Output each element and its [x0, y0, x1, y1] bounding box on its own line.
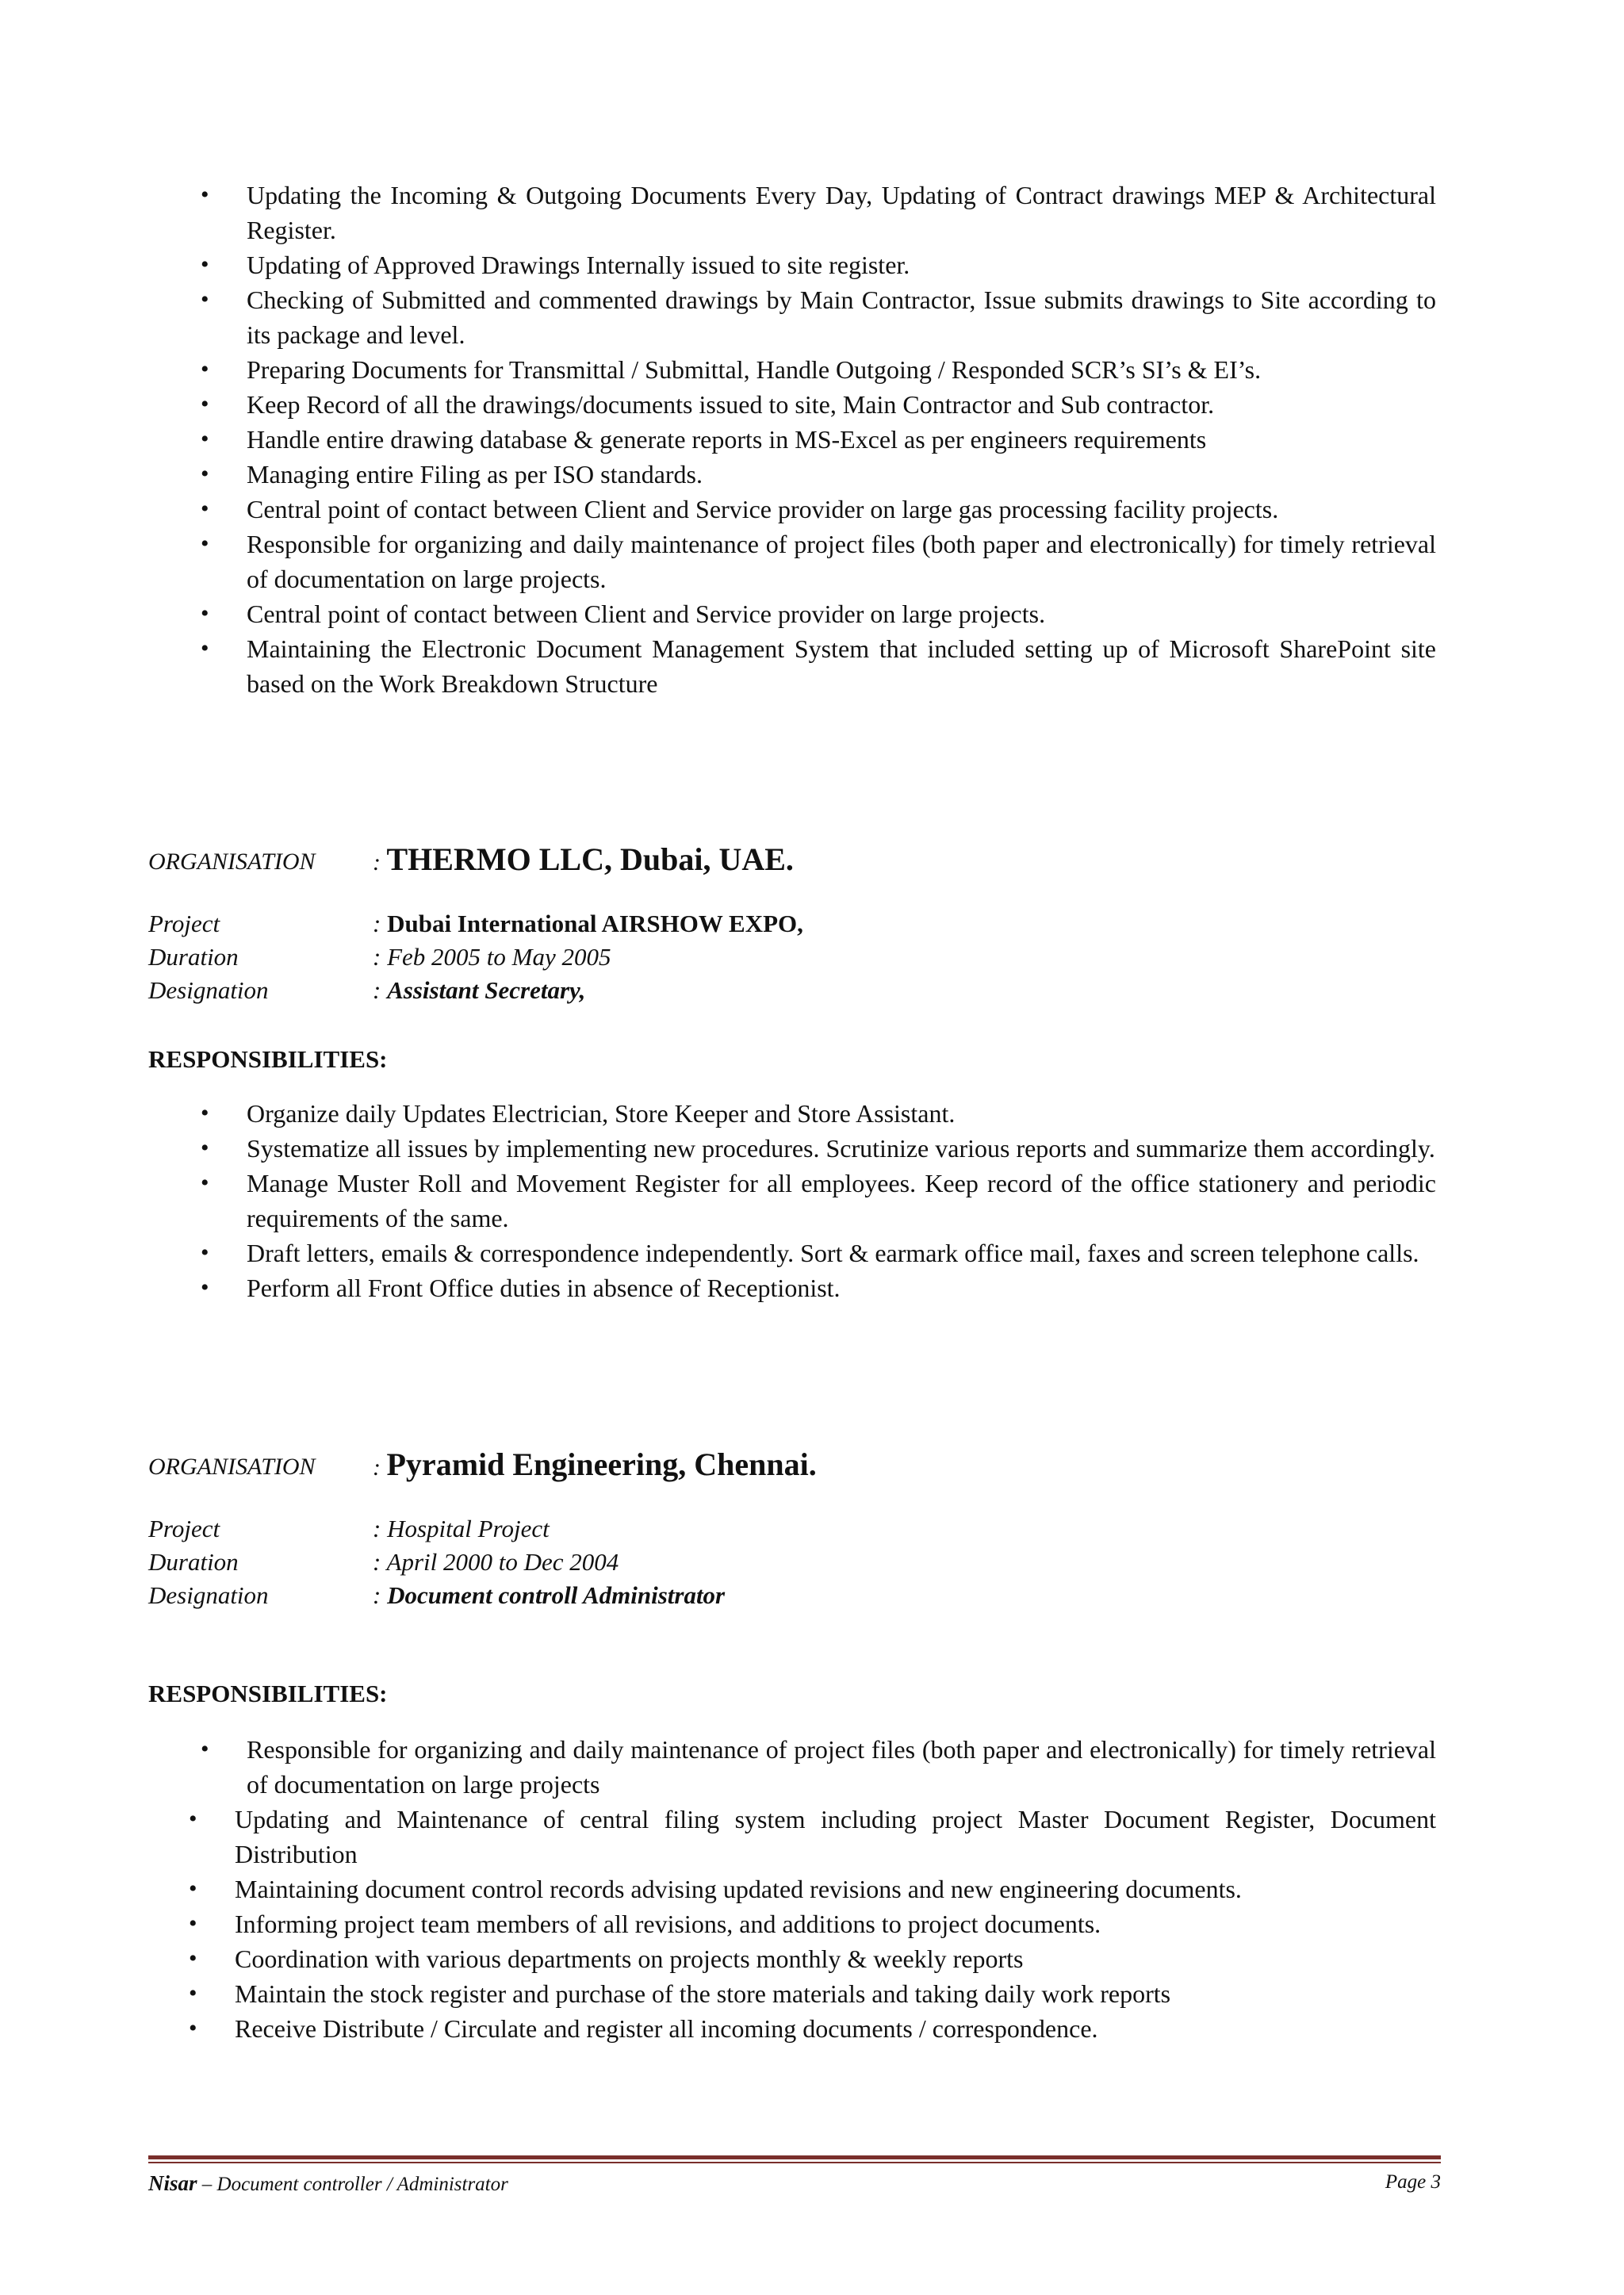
responsibilities-list-previous — [201, 178, 1436, 701]
duration-label: Duration — [148, 1548, 239, 1576]
bullet-icon: • — [201, 1100, 209, 1126]
list-item: • Organize daily Updates Electrician, Store Keeper and Store Assistant. — [247, 1096, 1436, 1131]
designation-value: : Document controll Administrator — [373, 1581, 726, 1609]
project-label: Project — [148, 910, 220, 937]
list-item: • Maintaining the Electronic Document Management System that included setting up of Microsoft SharePoint site based on the Work Breakdown Structure — [247, 631, 1436, 701]
list-item: • Central point of contact between Client and Service provider on large projects. — [247, 596, 1436, 631]
list-item: • Perform all Front Office duties in absence of Receptionist. — [247, 1270, 1436, 1305]
bullet-icon: • — [201, 286, 209, 312]
bullet-icon: • — [201, 356, 209, 382]
organisation-label: ORGANISATION — [148, 1454, 316, 1480]
bullet-icon: • — [201, 391, 209, 417]
project-value: : Dubai International AIRSHOW EXPO, — [373, 910, 803, 937]
designation-label: Designation — [148, 1581, 269, 1609]
footer-divider — [148, 2155, 1441, 2159]
bullet-icon: • — [201, 531, 209, 557]
organisation-name: Pyramid Engineering, Chennai. — [386, 1446, 817, 1482]
list-item: • Maintaining document control records advising updated revisions and new engineering documents. — [235, 1872, 1436, 1906]
bullet-icon: • — [201, 1736, 209, 1762]
list-item: • Maintain the stock register and purchase of the store materials and taking daily work reports — [235, 1976, 1436, 2011]
footer-name: Nisar — [148, 2171, 197, 2195]
list-item: • Updating the Incoming & Outgoing Documents Every Day, Updating of Contract drawings MEP & Architectural Register. — [247, 178, 1436, 247]
list-item: • Manage Muster Roll and Movement Register for all employees. Keep record of the office stationery and periodic requirements of the same. — [247, 1166, 1436, 1236]
project-value: : Hospital Project — [373, 1515, 550, 1542]
bullet-icon: • — [201, 1135, 209, 1161]
list-item: • Managing entire Filing as per ISO standards. — [247, 457, 1436, 492]
bullet-icon: • — [201, 182, 209, 208]
bullet-icon: • — [201, 426, 209, 452]
duration-value: : April 2000 to Dec 2004 — [373, 1548, 619, 1576]
bullet-icon: • — [189, 2015, 197, 2041]
duration-value: : Feb 2005 to May 2005 — [373, 943, 611, 971]
duration-label: Duration — [148, 943, 239, 971]
list-item: • Responsible for organizing and daily maintenance of project files (both paper and electronically) for timely retrieval of documentation on large projects. — [247, 527, 1436, 596]
organisation-name: THERMO LLC, Dubai, UAE. — [386, 841, 794, 877]
designation-label: Designation — [148, 976, 269, 1004]
footer-author — [148, 2171, 508, 2196]
responsibilities-heading: RESPONSIBILITIES: — [148, 1045, 388, 1073]
bullet-icon: • — [201, 600, 209, 626]
list-item: • Receive Distribute / Circulate and register all incoming documents / correspondence. — [235, 2011, 1436, 2046]
list-item: • Preparing Documents for Transmittal / Submittal, Handle Outgoing / Responded SCR’s SI’s & EI’s. — [247, 352, 1436, 387]
organisation-label: ORGANISATION — [148, 849, 316, 875]
organisation-value: : THERMO LLC, Dubai, UAE. — [373, 841, 794, 877]
list-item: • Checking of Submitted and commented drawings by Main Contractor, Issue submits drawings to Site according to its package and level. — [247, 282, 1436, 352]
project-label: Project — [148, 1515, 220, 1542]
list-item: • Informing project team members of all revisions, and additions to project documents. — [235, 1906, 1436, 1941]
bullet-icon: • — [189, 1980, 197, 2006]
bullet-icon: • — [201, 1274, 209, 1301]
list-item: • Responsible for organizing and daily maintenance of project files (both paper and electronically) for timely retrieval of documentation on large projects — [247, 1732, 1436, 1802]
list-item: • Draft letters, emails & correspondence independently. Sort & earmark office mail, faxes and screen telephone calls. — [247, 1236, 1436, 1270]
list-item: • Coordination with various departments on projects monthly & weekly reports — [235, 1941, 1436, 1976]
bullet-icon: • — [201, 635, 209, 661]
organisation-value: : Pyramid Engineering, Chennai. — [373, 1446, 817, 1482]
bullet-icon: • — [201, 496, 209, 522]
footer-title: – Document controller / Administrator — [197, 2174, 508, 2195]
list-item: • Keep Record of all the drawings/documents issued to site, Main Contractor and Sub contractor. — [247, 387, 1436, 422]
responsibilities-heading: RESPONSIBILITIES: — [148, 1680, 388, 1707]
list-item: • Updating and Maintenance of central filing system including project Master Document Register, Document Distribution — [235, 1802, 1436, 1872]
responsibilities-list-thermo — [201, 1096, 1436, 1305]
bullet-icon: • — [189, 1875, 197, 1902]
bullet-icon: • — [201, 1239, 209, 1266]
list-item: • Updating of Approved Drawings Internally issued to site register. — [247, 247, 1436, 282]
list-item: • Central point of contact between Client and Service provider on large gas processing facility projects. — [247, 492, 1436, 527]
bullet-icon: • — [201, 461, 209, 487]
bullet-icon: • — [189, 1945, 197, 1971]
page-number: Page 3 — [1385, 2171, 1441, 2193]
list-item: • Handle entire drawing database & generate reports in MS-Excel as per engineers requirements — [247, 422, 1436, 457]
bullet-icon: • — [201, 1170, 209, 1196]
bullet-icon: • — [189, 1806, 197, 1832]
list-item: • Systematize all issues by implementing new procedures. Scrutinize various reports and summarize them accordingly. — [247, 1131, 1436, 1166]
bullet-icon: • — [189, 1910, 197, 1937]
footer-divider — [148, 2162, 1441, 2163]
bullet-icon: • — [201, 251, 209, 278]
designation-value: : Assistant Secretary, — [373, 976, 586, 1004]
responsibilities-list-pyramid — [189, 1732, 1436, 2046]
